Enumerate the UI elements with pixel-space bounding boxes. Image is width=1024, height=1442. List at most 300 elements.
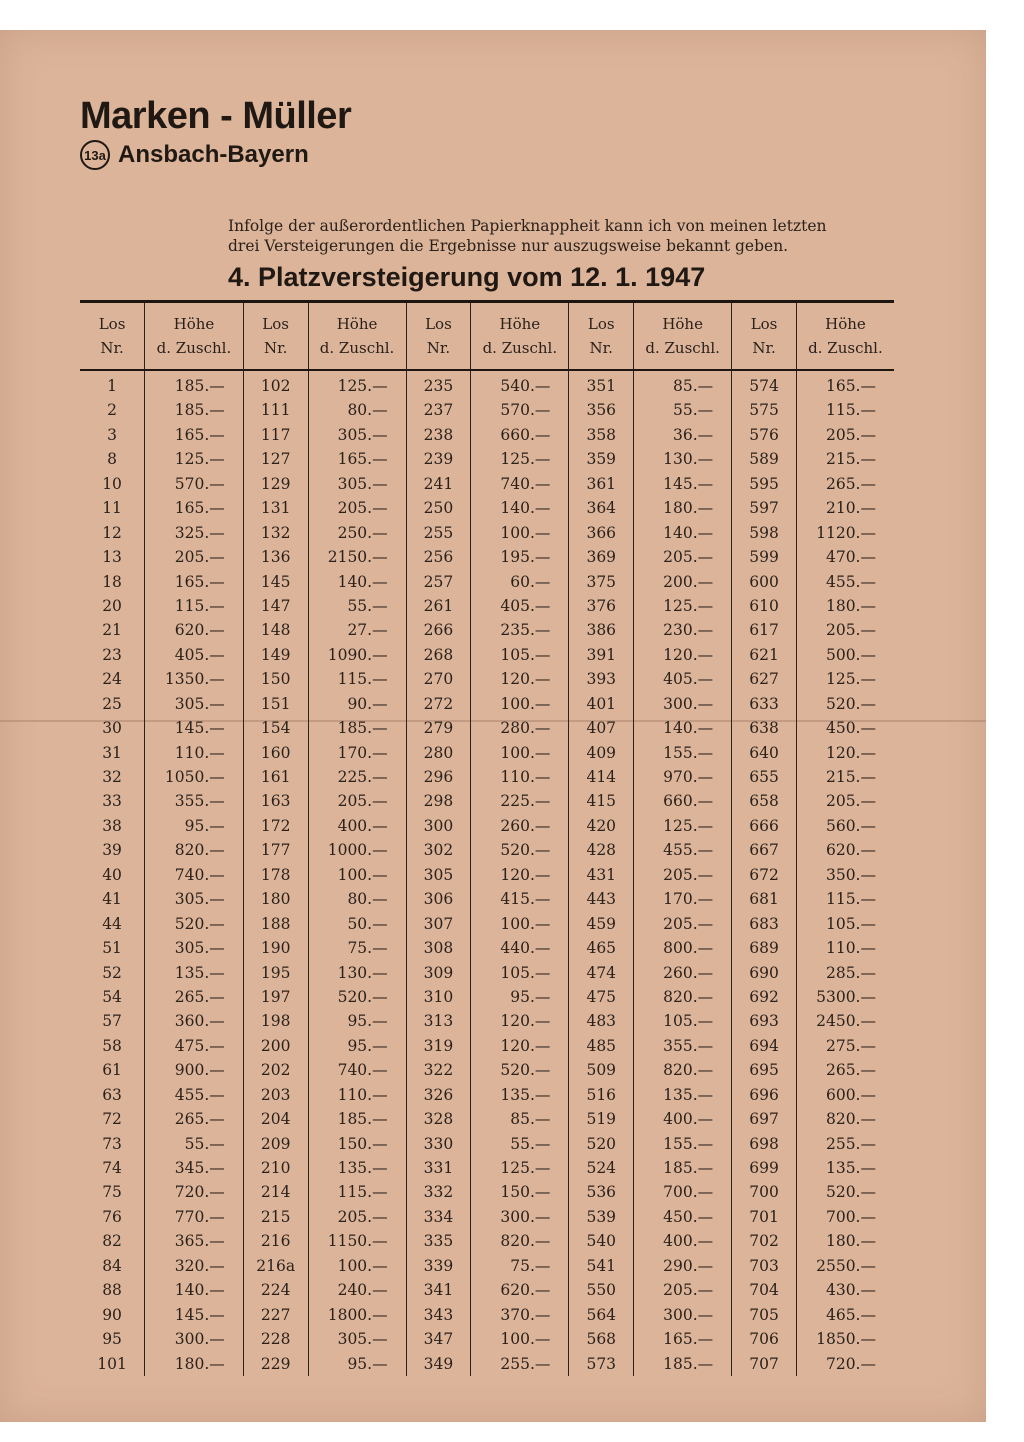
hammer-price: 455.—: [825, 572, 876, 591]
lot-number: 95: [102, 1330, 122, 1349]
lot-number: 163: [260, 792, 291, 811]
lot-number: 667: [749, 841, 779, 860]
bid-header-text: Höhe: [336, 315, 378, 333]
hammer-price: 27.—: [347, 621, 388, 640]
lot-number: 200: [260, 1036, 291, 1055]
lot-number: 268: [423, 645, 454, 664]
note-line-2: drei Versteigerungen die Ergebnisse nur auszugsweise bekannt geben.: [228, 237, 789, 255]
hammer-price: 110.—: [825, 939, 876, 958]
hammer-price: 360.—: [174, 1012, 225, 1031]
hammer-price: 230.—: [663, 621, 714, 640]
lot-number: 235: [423, 377, 454, 395]
hammer-price: 185.—: [337, 719, 388, 738]
lot-number: 23: [102, 645, 122, 664]
results-table: [80, 300, 894, 1376]
lot-number: 393: [586, 670, 617, 689]
hammer-price: 80.—: [347, 890, 388, 909]
lot-number: 485: [586, 1036, 617, 1055]
lot-number: 132: [260, 523, 291, 542]
hammer-price: 770.—: [174, 1207, 225, 1226]
lot-number: 224: [260, 1281, 291, 1300]
lot-number: 302: [423, 841, 454, 860]
lot-number: 597: [749, 499, 779, 518]
lot-number: 298: [423, 792, 454, 811]
hammer-price: 1350.—: [164, 670, 225, 689]
lot-number: 415: [586, 792, 617, 811]
lot-number: 58: [102, 1036, 122, 1055]
hammer-price: 620.—: [825, 841, 876, 860]
hammer-price: 135.—: [663, 1085, 714, 1104]
hammer-price: 125.—: [663, 596, 714, 615]
hammer-price: 200.—: [663, 572, 714, 591]
lot-number-column: [407, 371, 472, 1376]
hammer-price: 120.—: [500, 670, 551, 689]
lot-number: 309: [423, 963, 454, 982]
lot-number: 31: [102, 743, 122, 762]
lot-number: 131: [260, 499, 291, 518]
bid-header: [471, 303, 568, 369]
lot-number: 279: [423, 719, 454, 738]
hammer-price: 125.—: [500, 1159, 551, 1177]
hammer-price: 185.—: [663, 1354, 714, 1373]
lot-number: 474: [586, 963, 617, 982]
lot-number: 428: [586, 841, 617, 860]
lot-number: 24: [102, 670, 122, 689]
hammer-price: 305.—: [174, 939, 225, 958]
column-header: [732, 303, 894, 371]
hammer-price: 455.—: [174, 1085, 225, 1104]
lot-number: 705: [749, 1305, 779, 1324]
hammer-price: 105.—: [500, 645, 551, 664]
hammer-price: 1150.—: [327, 1232, 388, 1251]
lot-number: 701: [749, 1207, 779, 1226]
lot-number: 702: [749, 1232, 779, 1251]
hammer-price: 345.—: [174, 1159, 225, 1177]
hammer-price: 300.—: [174, 1330, 225, 1349]
hammer-price: 95.—: [347, 1012, 388, 1031]
hammer-price: 740.—: [500, 474, 551, 493]
hammer-price: 85.—: [510, 1110, 551, 1129]
hammer-price: 400.—: [337, 816, 388, 835]
results-column-group: [568, 303, 731, 1376]
hammer-price: 125.—: [663, 816, 714, 835]
hammer-price: 105.—: [825, 914, 876, 933]
bid-header: [309, 303, 406, 369]
lot-number: 13: [102, 548, 122, 567]
hammer-price: 115.—: [337, 670, 388, 689]
hammer-price: 5300.—: [816, 987, 876, 1006]
hammer-price: 180.—: [825, 1232, 876, 1251]
bid-header-text: Höhe: [662, 315, 703, 333]
hammer-price: 205.—: [663, 1281, 714, 1300]
hammer-price: 455.—: [663, 841, 714, 860]
hammer-price: 150.—: [500, 1183, 551, 1202]
hammer-price: 140.—: [663, 719, 714, 738]
hammer-price: 370.—: [500, 1305, 551, 1324]
hammer-price: 520.—: [825, 1183, 876, 1202]
address-row: [80, 140, 351, 170]
lot-number: 40: [102, 865, 122, 884]
lot-number: 21: [102, 621, 122, 640]
hammer-price: 180.—: [663, 499, 714, 518]
lot-number: 257: [423, 572, 454, 591]
lot-number: 524: [586, 1159, 617, 1177]
hammer-price: 100.—: [500, 1330, 551, 1349]
lot-number: 386: [586, 621, 617, 640]
hammer-price: 140.—: [174, 1281, 225, 1300]
hammer-price: 205.—: [663, 865, 714, 884]
lot-number: 84: [102, 1256, 122, 1275]
lot-number: 188: [260, 914, 291, 933]
hammer-price: 820.—: [663, 1061, 714, 1080]
lot-header-text: Los: [98, 315, 126, 333]
auction-title: 4. Platzversteigerung vom 12. 1. 1947: [228, 262, 706, 292]
lot-number: 443: [586, 890, 617, 909]
lot-number: 391: [586, 645, 617, 664]
hammer-price: 265.—: [825, 474, 876, 493]
hammer-price: 430.—: [825, 1281, 876, 1300]
lot-number: 420: [586, 816, 617, 835]
lot-header-text: Nr.: [100, 339, 124, 357]
lot-number: 161: [260, 768, 291, 786]
hammer-price: 110.—: [174, 743, 225, 762]
lot-header-text: Nr.: [752, 339, 776, 357]
lot-header-text: Los: [750, 315, 778, 333]
hammer-price: 105.—: [500, 963, 551, 982]
hammer-price: 305.—: [337, 474, 388, 493]
hammer-price: 185.—: [174, 377, 225, 395]
hammer-price: 110.—: [337, 1085, 388, 1104]
lot-number: 33: [102, 792, 122, 811]
hammer-price: 600.—: [825, 1085, 876, 1104]
hammer-price: 520.—: [500, 841, 551, 860]
hammer-price: 800.—: [663, 939, 714, 958]
hammer-price: 210.—: [825, 499, 876, 518]
lot-number: 519: [586, 1110, 617, 1129]
hammer-price: 115.—: [825, 401, 876, 420]
hammer-price: 2450.—: [816, 1012, 876, 1031]
hammer-price: 660.—: [500, 425, 551, 444]
lot-number: 695: [749, 1061, 779, 1080]
hammer-price-column: [145, 371, 243, 1376]
lot-number: 148: [260, 621, 291, 640]
lot-number: 322: [423, 1061, 454, 1080]
hammer-price: 85.—: [673, 377, 714, 395]
lot-number: 57: [102, 1012, 122, 1031]
hammer-price: 450.—: [825, 719, 876, 738]
lot-number: 409: [586, 743, 617, 762]
lot-number: 509: [586, 1061, 617, 1080]
lot-number: 697: [749, 1110, 779, 1129]
hammer-price: 1850.—: [816, 1330, 876, 1349]
lot-number: 341: [423, 1281, 454, 1300]
hammer-price: 100.—: [500, 523, 551, 542]
lot-number: 203: [260, 1085, 291, 1104]
lot-number: 74: [102, 1159, 122, 1177]
lot-number: 150: [260, 670, 291, 689]
lot-number: 704: [749, 1281, 779, 1300]
lot-number: 310: [423, 987, 454, 1006]
hammer-price: 305.—: [337, 425, 388, 444]
hammer-price: 145.—: [663, 474, 714, 493]
lot-number: 160: [260, 743, 291, 762]
hammer-price: 240.—: [337, 1281, 388, 1300]
lot-number: 539: [586, 1207, 617, 1226]
hammer-price: 900.—: [174, 1061, 225, 1080]
lot-number: 280: [423, 743, 454, 762]
column-body: [569, 371, 731, 1376]
hammer-price: 355.—: [663, 1036, 714, 1055]
hammer-price: 135.—: [174, 963, 225, 982]
letterhead: [80, 94, 351, 170]
lot-number: 307: [423, 914, 454, 933]
lot-number: 375: [586, 572, 617, 591]
hammer-price: 100.—: [337, 1256, 388, 1275]
hammer-price: 135.—: [337, 1159, 388, 1177]
results-column-group: [406, 303, 569, 1376]
hammer-price: 215.—: [825, 768, 876, 786]
hammer-price: 720.—: [174, 1183, 225, 1202]
lot-number: 326: [423, 1085, 454, 1104]
hammer-price: 405.—: [174, 645, 225, 664]
hammer-price: 205.—: [663, 914, 714, 933]
hammer-price: 440.—: [500, 939, 551, 958]
lot-number: 72: [102, 1110, 122, 1129]
hammer-price: 205.—: [663, 548, 714, 567]
lot-number: 595: [749, 474, 779, 493]
hammer-price: 265.—: [825, 1061, 876, 1080]
hammer-price: 125.—: [825, 670, 876, 689]
lot-number: 239: [423, 450, 454, 469]
hammer-price: 740.—: [174, 865, 225, 884]
hammer-price: 355.—: [174, 792, 225, 811]
lot-number: 61: [102, 1061, 122, 1080]
bid-header: [145, 303, 243, 369]
lot-number: 600: [749, 572, 779, 591]
hammer-price: 155.—: [663, 1134, 714, 1153]
lot-header-text: Los: [425, 315, 452, 333]
lot-number: 20: [102, 596, 122, 615]
lot-number: 127: [260, 450, 291, 469]
hammer-price: 205.—: [337, 1207, 388, 1226]
lot-number: 401: [586, 694, 617, 713]
hammer-price: 325.—: [174, 523, 225, 542]
hammer-price: 120.—: [500, 1012, 551, 1031]
results-column-group: [80, 303, 243, 1376]
hammer-price: 225.—: [337, 768, 388, 786]
lot-number: 198: [260, 1012, 291, 1031]
hammer-price: 150.—: [337, 1134, 388, 1153]
hammer-price: 105.—: [663, 1012, 714, 1031]
hammer-price: 300.—: [500, 1207, 551, 1226]
lot-number: 2: [107, 401, 117, 420]
lot-number: 227: [260, 1305, 291, 1324]
lot-number: 351: [586, 377, 617, 395]
lot-number: 256: [423, 548, 454, 567]
lot-number: 589: [749, 450, 779, 469]
lot-number: 178: [260, 865, 291, 884]
lot-number: 209: [260, 1134, 291, 1153]
hammer-price: 120.—: [825, 743, 876, 762]
hammer-price: 130.—: [337, 963, 388, 982]
hammer-price: 465.—: [825, 1305, 876, 1324]
lot-number: 18: [102, 572, 122, 591]
hammer-price: 205.—: [174, 548, 225, 567]
hammer-price: 415.—: [500, 890, 551, 909]
hammer-price: 255.—: [825, 1134, 876, 1153]
lot-header-text: Nr.: [263, 339, 288, 357]
lot-number: 356: [586, 401, 617, 420]
hammer-price: 100.—: [500, 694, 551, 713]
hammer-price: 260.—: [663, 963, 714, 982]
hammer-price: 205.—: [337, 792, 388, 811]
hammer-price: 185.—: [337, 1110, 388, 1129]
hammer-price: 125.—: [337, 377, 388, 395]
lot-number: 237: [423, 401, 454, 420]
lot-number: 75: [102, 1183, 122, 1202]
lot-number: 11: [102, 499, 122, 518]
hammer-price: 145.—: [174, 719, 225, 738]
lot-number: 190: [260, 939, 291, 958]
lot-header-text: Nr.: [426, 339, 451, 357]
hammer-price: 255.—: [500, 1354, 551, 1373]
hammer-price: 95.—: [184, 816, 225, 835]
lot-number-column: [732, 371, 797, 1376]
hammer-price: 125.—: [174, 450, 225, 469]
hammer-price: 115.—: [174, 596, 225, 615]
lot-number: 343: [423, 1305, 454, 1324]
hammer-price: 660.—: [663, 792, 714, 811]
lot-number: 101: [97, 1354, 127, 1373]
lot-number: 536: [586, 1183, 617, 1202]
hammer-price: 1120.—: [816, 523, 876, 542]
lot-number: 177: [260, 841, 291, 860]
hammer-price: 90.—: [347, 694, 388, 713]
hammer-price: 700.—: [663, 1183, 714, 1202]
hammer-price: 155.—: [663, 743, 714, 762]
lot-number: 617: [749, 621, 779, 640]
lot-number: 32: [102, 768, 122, 786]
hammer-price: 195.—: [500, 548, 551, 567]
lot-number: 308: [423, 939, 454, 958]
lot-number: 694: [749, 1036, 779, 1055]
lot-number: 63: [102, 1085, 122, 1104]
lot-header: [80, 303, 145, 369]
lot-number: 700: [749, 1183, 779, 1202]
hammer-price: 305.—: [174, 890, 225, 909]
lot-number: 621: [749, 645, 779, 664]
hammer-price: 560.—: [825, 816, 876, 835]
hammer-price-column: [797, 371, 894, 1376]
hammer-price: 120.—: [663, 645, 714, 664]
bid-header: [797, 303, 894, 369]
paper-shortage-note: [228, 216, 908, 256]
hammer-price: 290.—: [663, 1256, 714, 1275]
lot-number: 331: [423, 1159, 454, 1177]
hammer-price: 820.—: [663, 987, 714, 1006]
hammer-price: 115.—: [825, 890, 876, 909]
lot-number: 540: [586, 1232, 617, 1251]
lot-number: 376: [586, 596, 617, 615]
lot-number: 216: [260, 1232, 291, 1251]
lot-number: 334: [423, 1207, 454, 1226]
lot-number: 76: [102, 1207, 122, 1226]
lot-number: 229: [260, 1354, 291, 1373]
hammer-price: 95.—: [510, 987, 551, 1006]
lot-number: 640: [749, 743, 779, 762]
lot-number: 349: [423, 1354, 454, 1373]
hammer-price: 165.—: [663, 1330, 714, 1349]
hammer-price-column: [634, 371, 731, 1376]
lot-number: 516: [586, 1085, 617, 1104]
lot-number: 305: [423, 865, 454, 884]
hammer-price: 215.—: [825, 450, 876, 469]
lot-number: 328: [423, 1110, 454, 1129]
bid-header-text: Höhe: [499, 315, 541, 333]
lot-number: 347: [423, 1330, 454, 1349]
hammer-price: 165.—: [174, 425, 225, 444]
lot-number: 319: [423, 1036, 454, 1055]
lot-number: 250: [423, 499, 454, 518]
hammer-price: 130.—: [663, 450, 714, 469]
hammer-price: 620.—: [500, 1281, 551, 1300]
lot-number: 154: [260, 719, 291, 738]
catalog-sheet: [0, 30, 986, 1422]
lot-number: 598: [749, 523, 779, 542]
hammer-price: 2550.—: [816, 1256, 876, 1275]
lot-number: 366: [586, 523, 617, 542]
hammer-price: 100.—: [500, 914, 551, 933]
lot-number: 359: [586, 450, 617, 469]
lot-number: 599: [749, 548, 779, 567]
hammer-price: 285.—: [825, 963, 876, 982]
lot-number: 483: [586, 1012, 617, 1031]
lot-number: 202: [260, 1061, 291, 1080]
note-line-1: Infolge der außerordentlichen Papierknappheit kann ich von meinen letzten: [228, 217, 827, 235]
hammer-price: 205.—: [825, 792, 876, 811]
hammer-price: 235.—: [500, 621, 551, 640]
bid-header-text: Höhe: [173, 315, 215, 333]
lot-number: 3: [107, 425, 117, 444]
lot-header-text: Nr.: [589, 339, 613, 357]
hammer-price: 55.—: [510, 1134, 551, 1153]
lot-number: 666: [749, 816, 779, 835]
lot-number: 689: [749, 939, 779, 958]
lot-number: 690: [749, 963, 779, 982]
lot-number: 638: [749, 719, 779, 738]
hammer-price: 260.—: [500, 816, 551, 835]
postal-zone-badge: 13a: [80, 140, 110, 170]
results-column-group: [243, 303, 406, 1376]
hammer-price: 280.—: [500, 719, 551, 738]
lot-number: 180: [260, 890, 291, 909]
lot-number: 573: [586, 1354, 617, 1373]
lot-header: [569, 303, 634, 369]
column-body: [80, 371, 243, 1376]
lot-number-column: [569, 371, 634, 1376]
results-column-group: [731, 303, 894, 1376]
bid-header: [634, 303, 731, 369]
hammer-price: 970.—: [663, 768, 714, 786]
hammer-price: 75.—: [347, 939, 388, 958]
hammer-price: 740.—: [337, 1061, 388, 1080]
lot-number-column: [80, 371, 145, 1376]
hammer-price: 95.—: [347, 1354, 388, 1373]
hammer-price: 305.—: [174, 694, 225, 713]
hammer-price: 120.—: [500, 1036, 551, 1055]
lot-number: 88: [102, 1281, 122, 1300]
lot-number: 696: [749, 1085, 779, 1104]
